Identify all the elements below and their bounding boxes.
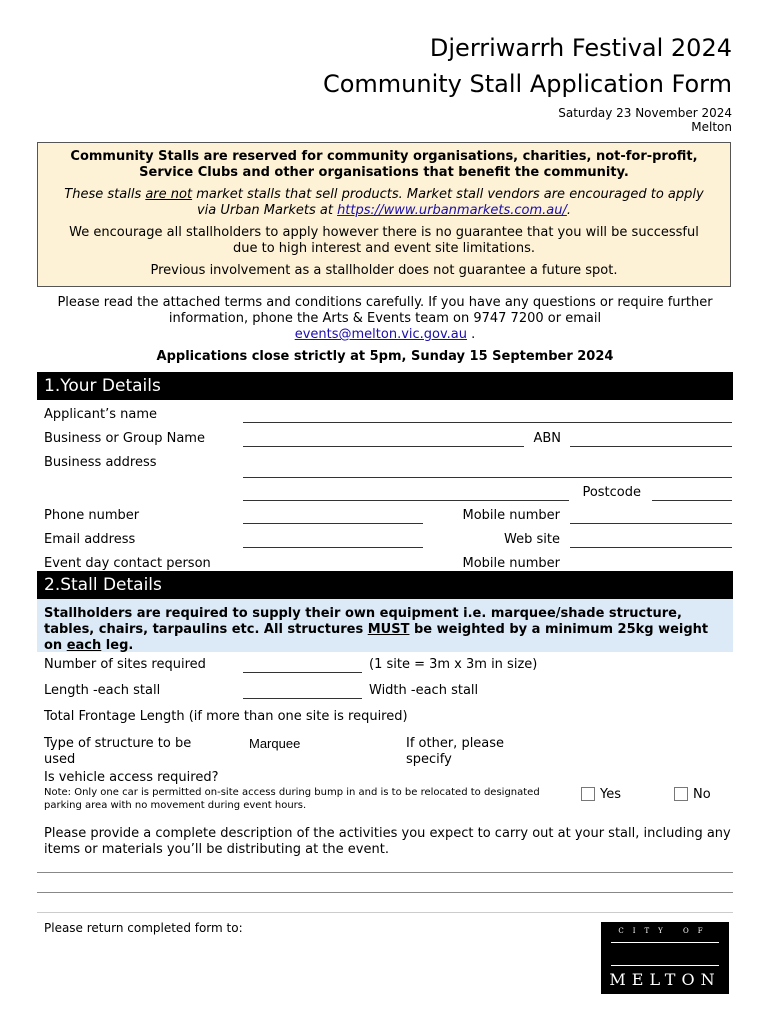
notice-market-stalls: These stalls are not market stalls that sell products. Market stall vendors are encouraged to apply via Urban Markets at https://www.urbanmarkets.com.au/. [64,187,704,218]
width-label: Width -each stall [369,683,479,698]
vehicle-yes-label: Yes [600,787,621,802]
section-your-details-header: 1.Your Details [37,372,733,400]
activity-description-line2[interactable] [37,892,733,893]
form-title-line2: Community Stall Application Form [322,70,732,98]
length-label: Length -each stall [44,683,161,698]
business-name-field[interactable] [243,446,524,447]
phone-field[interactable] [243,523,423,524]
city-of-melton-logo [601,922,729,994]
num-sites-field[interactable] [243,672,362,673]
site-size-note: (1 site = 3m x 3m in size) [369,657,538,672]
business-address-field-line1[interactable] [243,477,732,478]
urban-markets-link[interactable]: https://www.urbanmarkets.com.au/ [337,203,567,218]
events-email-link[interactable]: events@melton.vic.gov.au [294,327,468,342]
structure-type-label: Type of structure to be used [44,736,192,767]
frontage-label: Total Frontage Length (if more than one site is required) [44,709,408,724]
activity-description-line1[interactable] [37,872,733,873]
mobile-field[interactable] [570,523,732,524]
footer-divider [37,912,733,913]
logo-melton-text: MELTON [609,970,721,989]
intro-text: Please read the attached terms and conditions carefully. If you have any questions or require further information, phone the Arts & Events team on 9747 7200 or email events@melton.vic.gov.au . [57,295,713,342]
postcode-field[interactable] [652,500,732,501]
vehicle-yes-checkbox[interactable] [581,787,595,801]
abn-field[interactable] [570,446,732,447]
structure-type-value[interactable]: Marquee [249,736,301,751]
mobile-label: Mobile number [462,508,560,523]
length-field[interactable] [243,698,362,699]
notice-previous: Previous involvement as a stallholder does not guarantee a future spot. [150,263,618,278]
other-structure-label: If other, please specify [406,736,505,767]
vehicle-access-label: Is vehicle access required? [44,770,219,785]
section-stall-details-header: 2.Stall Details [37,571,733,599]
business-address-field-line2[interactable] [243,500,569,501]
community-stall-notice [37,142,731,287]
business-name-label: Business or Group Name [44,431,205,446]
logo-rule-top [611,942,719,943]
event-mobile-label: Mobile number [462,556,560,571]
applicant-name-label: Applicant’s name [44,407,157,422]
website-label: Web site [504,532,560,547]
event-contact-label: Event day contact person [44,556,211,571]
logo-rule-bottom [611,965,719,966]
postcode-label: Postcode [582,485,641,500]
activity-description-label: Please provide a complete description of the activities you expect to carry out at your stall, including any items or materials you’ll be distributing at the event. [44,826,731,857]
vehicle-no-label: No [693,787,711,802]
phone-label: Phone number [44,508,140,523]
application-deadline: Applications close strictly at 5pm, Sunday 15 September 2024 [156,349,614,364]
event-date: Saturday 23 November 2024 [558,106,732,120]
equipment-requirement-notice: Stallholders are required to supply their own equipment i.e. marquee/shade structure, tables, chairs, tarpaulins etc. All structures MUST be weighted by a minimum 25kg weight on each leg. [37,599,733,652]
vehicle-no-checkbox[interactable] [674,787,688,801]
notice-encourage: We encourage all stallholders to apply however there is no guarantee that you will be successful due to high interest and event site limitations. [69,225,699,256]
event-location: Melton [691,120,732,134]
form-title-line1: Djerriwarrh Festival 2024 [429,34,732,62]
abn-label: ABN [533,431,561,446]
vehicle-access-note: Note: Only one car is permitted on-site access during bump in and is to be relocated to designated parking area with no movement during event hours. [44,787,540,811]
website-field[interactable] [570,547,732,548]
num-sites-label: Number of sites required [44,657,206,672]
logo-city-of-text: CITY OF [618,927,712,935]
email-label: Email address [44,532,136,547]
applicant-name-field[interactable] [243,422,732,423]
return-form-text: Please return completed form to: [44,921,243,935]
notice-eligibility: Community Stalls are reserved for community organisations, charities, not-for-profit, Service Clubs and other organisations that benefit the community. [70,149,698,180]
email-field[interactable] [243,547,423,548]
business-address-label: Business address [44,455,157,470]
